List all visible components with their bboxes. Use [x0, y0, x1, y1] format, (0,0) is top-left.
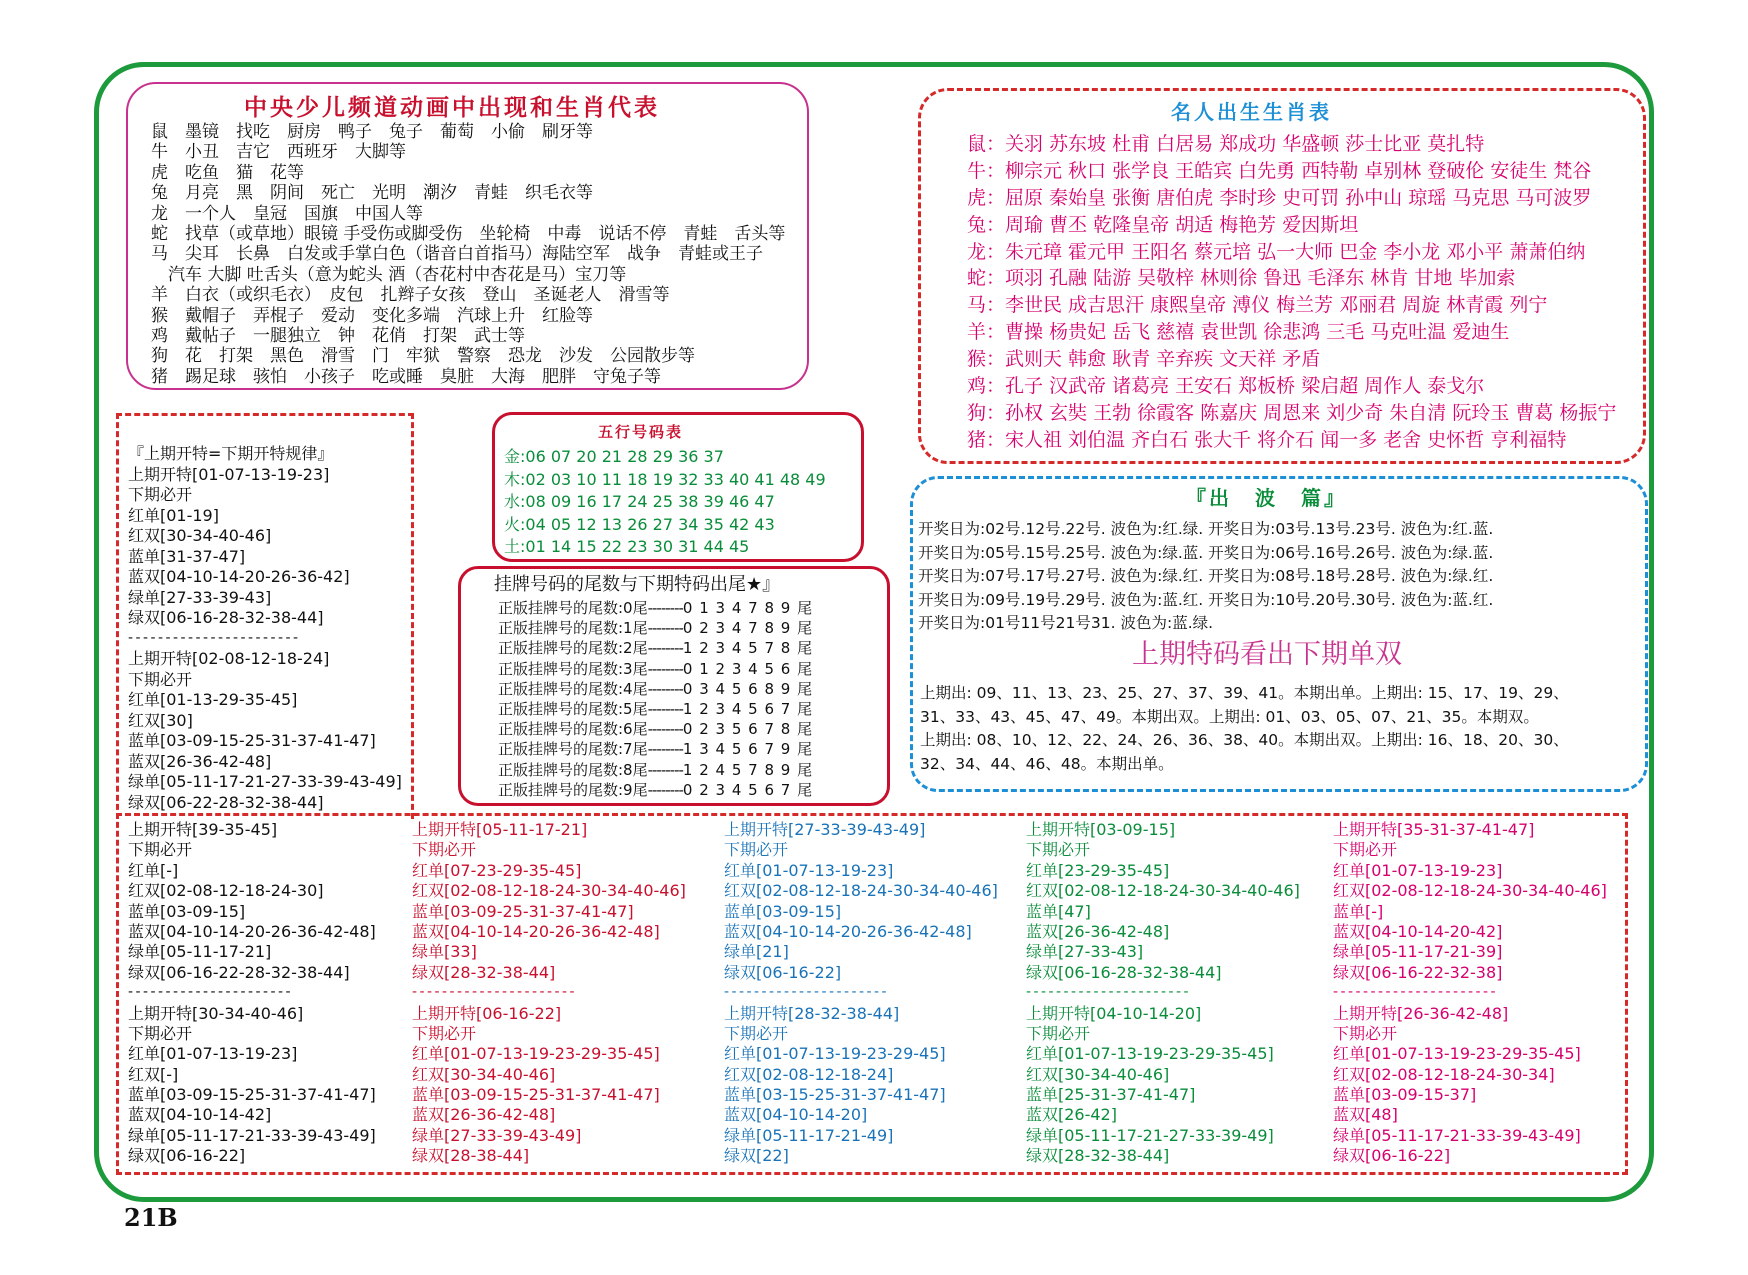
- cctv-row: 羊 白衣（或织毛衣） 皮包 扎辫子女孩 登山 圣诞老人 滑雪等: [151, 285, 670, 306]
- bottom-columns: [128, 822, 1628, 1172]
- bottom-line: 下期必开: [724, 840, 789, 860]
- bottom-line: 红双[02-08-12-18-24-30-34-40-46]: [412, 881, 686, 901]
- wave-subtitle: 上期特码看出下期单双: [1132, 639, 1402, 670]
- bottom-line: 红单[01-07-13-19-23]: [1333, 860, 1503, 880]
- rule-line: 蓝双[26-36-42-48]: [128, 751, 272, 771]
- bottom-line: 绿单[05-11-17-21-33-39-43-49]: [1333, 1125, 1581, 1145]
- tail-dashes: --------: [647, 760, 683, 779]
- cctv-row: 猪 踢足球 骇怕 小孩子 吃或睡 臭脏 大海 肥胖 守兔子等: [151, 366, 661, 387]
- famous-row: 牛：柳宗元 秋口 张学良 王皓宾 白先勇 西特勒 卓别林 登破伦 安徒生 梵谷: [967, 159, 1592, 182]
- rule-line: 红双[30-34-40-46]: [128, 526, 272, 545]
- bottom-line: 红双[02-08-12-18-24-30-34-40-46]: [1333, 881, 1607, 901]
- wuxing-list: [504, 449, 854, 562]
- wuxing-numbers: :02 03 10 11 18 19 32 33 40 41 48 49: [520, 469, 826, 489]
- wave-row: 开奖日为:02号.12号.22号. 波色为:红.绿. 开奖日为:03号.13号.23号. 波色为:红.蓝.: [918, 520, 1494, 538]
- tail-row: [498, 722, 858, 742]
- famous-row: 狗：孙权 玄奘 王勃 徐霞客 陈嘉庆 周恩来 刘少奇 朱自清 阮玲玉 曹葛 杨振宁: [967, 401, 1617, 424]
- rule-line: 下期必开: [128, 669, 193, 689]
- famous-title: 名人出生生肖表: [1171, 100, 1332, 124]
- cctv-title: 中央少儿频道动画中出现和生肖代表: [244, 94, 660, 121]
- cctv-row: 虎 吃鱼 猫 花等: [151, 162, 304, 183]
- bottom-line: 上期开特[05-11-17-21]: [412, 820, 588, 839]
- bottom-line: 下期必开: [412, 1023, 477, 1043]
- bottom-line: 红单[23-29-35-45]: [1026, 860, 1170, 880]
- bottom-line: 红单[01-07-13-19-23]: [724, 860, 894, 880]
- wuxing-element: 金: [504, 447, 521, 466]
- bottom-line: 蓝双[04-10-14-20-26-36-42-48]: [412, 921, 660, 941]
- cctv-row: 鼠 墨镜 找吃 厨房 鸭子 兔子 葡萄 小偷 刷牙等: [151, 122, 593, 142]
- tail-label: 正版挂牌号的尾数:9尾: [498, 780, 648, 799]
- tail-digits: 0 1 3 4 7 8 9 尾: [682, 599, 814, 617]
- bottom-line: 绿单[21]: [724, 942, 789, 962]
- rule-line: 红单[01-19]: [128, 505, 219, 525]
- bottom-line: 上期开特[26-36-42-48]: [1333, 1003, 1509, 1023]
- bottom-line: 绿双[06-16-22-32-38]: [1333, 962, 1503, 982]
- bottom-line: 下期必开: [1333, 1023, 1398, 1043]
- bottom-line: 蓝双[04-10-14-20]: [724, 1105, 868, 1125]
- tail-label: 正版挂牌号的尾数:2尾: [498, 639, 648, 658]
- tail-dashes: --------: [647, 720, 683, 739]
- bottom-line: 上期开特[03-09-15]: [1026, 820, 1176, 839]
- wave-row: 开奖日为:01号11号21号31. 波色为:蓝.绿.: [918, 614, 1214, 632]
- bottom-line: 上期开特[28-32-38-44]: [724, 1003, 900, 1023]
- bottom-divider: - - - - - - - - - - - - - - - - - - - - - -: [1333, 984, 1495, 1001]
- bottom-line: 红单[07-23-29-35-45]: [412, 860, 582, 880]
- tail-label: 正版挂牌号的尾数:4尾: [498, 679, 648, 698]
- tail-row: [498, 699, 858, 722]
- rule-line: 上期开特[02-08-12-18-24]: [128, 649, 330, 668]
- bottom-line: 下期必开: [128, 840, 193, 860]
- bottom-line: 绿单[05-11-17-21-33-39-43-49]: [128, 1125, 376, 1145]
- wuxing-numbers: :06 07 20 21 28 29 36 37: [520, 447, 724, 466]
- bottom-line: 红双[02-08-12-18-24-30-34]: [1333, 1064, 1555, 1084]
- wave-para-line: 31、33、43、45、47、49。本期出双。上期出: 01、03、05、07、21、35。本期双。: [920, 707, 1539, 726]
- wuxing-numbers: :04 05 12 13 26 27 34 35 42 43: [520, 514, 775, 534]
- bottom-line: 红双[02-08-12-18-24-30]: [128, 881, 324, 901]
- bottom-line: 蓝双[26-36-42-48]: [1026, 921, 1170, 941]
- tail-label: 正版挂牌号的尾数:8尾: [498, 760, 648, 779]
- wave-title: 『出 波 篇』: [1186, 486, 1347, 510]
- bottom-line: 下期必开: [724, 1023, 789, 1043]
- bottom-column: [1333, 822, 1633, 1169]
- bottom-divider: - - - - - - - - - - - - - - - - - - - - - -: [412, 984, 574, 1001]
- rule-line: 红双[30]: [128, 710, 193, 730]
- bottom-divider: - - - - - - - - - - - - - - - - - - - - - -: [128, 984, 290, 1001]
- bottom-line: 绿双[22]: [724, 1146, 789, 1166]
- bottom-divider: - - - - - - - - - - - - - - - - - - - - - -: [724, 984, 886, 1001]
- bottom-line: 红单[01-07-13-19-23-29-45]: [724, 1044, 946, 1064]
- bottom-line: 绿双[28-32-38-44]: [1026, 1146, 1170, 1166]
- tail-label: 正版挂牌号的尾数:5尾: [498, 699, 648, 718]
- tail-digits: 1 2 3 4 5 6 7 尾: [682, 699, 814, 718]
- rule-line: 绿单[05-11-17-21-27-33-39-43-49]: [128, 772, 402, 791]
- rule-line: 蓝单[31-37-47]: [128, 546, 246, 566]
- bottom-line: 上期开特[39-35-45]: [128, 820, 278, 839]
- rule-line: 绿双[06-22-28-32-38-44]: [128, 792, 324, 812]
- famous-row: 鼠：关羽 苏东坡 杜甫 白居易 郑成功 华盛顿 莎士比亚 莫扎特: [967, 133, 1485, 155]
- rule-line: 上期开特[01-07-13-19-23]: [128, 464, 330, 484]
- wave-para-line: 32、34、44、46、48。本期出单。: [920, 754, 1174, 773]
- bottom-column: [128, 822, 428, 1169]
- tail-row: [498, 641, 858, 661]
- tail-dashes: --------: [647, 679, 683, 698]
- bottom-line: 绿双[06-16-22]: [1333, 1146, 1451, 1166]
- bottom-line: 下期必开: [1333, 840, 1398, 860]
- bottom-column: [1026, 822, 1326, 1169]
- tail-dashes: --------: [647, 780, 683, 799]
- cctv-row: 龙 一个人 皇冠 国旗 中国人等: [151, 203, 423, 224]
- bottom-line: 蓝双[26-36-42-48]: [412, 1105, 556, 1125]
- famous-list: [967, 135, 1642, 458]
- rule-left: [128, 446, 408, 815]
- wuxing-row: [504, 494, 854, 517]
- bottom-line: 上期开特[04-10-14-20]: [1026, 1003, 1202, 1023]
- wuxing-row: [504, 514, 854, 540]
- wuxing-element: 土: [504, 537, 521, 556]
- famous-row: 猪：宋人祖 刘伯温 齐白石 张大千 将介石 闻一多 老舍 史怀哲 亨利福特: [967, 428, 1567, 451]
- cctv-row: 汽车 大脚 吐舌头（意为蛇头 酒（杏花村中杏花是马）宝刀等: [151, 264, 627, 285]
- bottom-line: 蓝双[26-42]: [1026, 1105, 1117, 1125]
- cctv-row: 狗 花 打架 黑色 滑雪 门 牢狱 警察 恐龙 沙发 公园散步等: [151, 346, 695, 367]
- bottom-line: 下期必开: [1026, 840, 1091, 860]
- famous-row: 兔：周瑜 曹丕 乾隆皇帝 胡适 梅艳芳 爱因斯坦: [967, 213, 1359, 236]
- bottom-line: 蓝双[04-10-14-20-26-36-42-48]: [128, 921, 376, 941]
- rule-line: 红单[01-13-29-35-45]: [128, 690, 298, 709]
- tail-digits: 1 2 4 5 7 8 9 尾: [682, 760, 814, 779]
- bottom-column: [724, 822, 1024, 1169]
- bottom-line: 红单[-]: [128, 860, 179, 880]
- bottom-line: 蓝单[25-31-37-41-47]: [1026, 1085, 1196, 1105]
- tail-dashes: --------: [647, 599, 683, 617]
- bottom-line: 绿单[27-33-39-43-49]: [412, 1125, 582, 1145]
- bottom-line: 绿单[05-11-17-21-27-33-39-49]: [1026, 1125, 1274, 1145]
- cctv-row: 鸡 戴帖子 一腿独立 钟 花俏 打架 武士等: [151, 325, 525, 346]
- tail-digits: 0 3 4 5 6 8 9 尾: [682, 679, 814, 698]
- bottom-line: 绿单[27-33-43]: [1026, 942, 1144, 962]
- famous-row: 虎：屈原 秦始皇 张衡 唐伯虎 李时珍 史可罚 孙中山 琼瑶 马克思 马可波罗: [967, 186, 1592, 209]
- wave-list: [918, 522, 1638, 640]
- bottom-line: 红双[30-34-40-46]: [412, 1064, 556, 1084]
- bottom-line: 蓝单[47]: [1026, 901, 1091, 921]
- tail-digits: 0 2 3 5 6 7 8 尾: [682, 720, 814, 739]
- tail-row: [498, 760, 858, 783]
- wuxing-row: [504, 469, 854, 495]
- wave-row: 开奖日为:07号.17号.27号. 波色为:绿.红. 开奖日为:08号.18号.28号. 波色为:绿.红.: [918, 567, 1494, 585]
- wave-para-line: 上期出: 09、11、13、23、25、27、37、39、41。本期出单。上期出: 15、17、19、29、: [920, 684, 1569, 702]
- tail-digits: 1 2 3 4 5 7 8 尾: [682, 639, 814, 658]
- bottom-line: 红单[01-07-13-19-23-29-35-45]: [1333, 1044, 1581, 1064]
- bottom-line: 绿单[33]: [412, 942, 477, 962]
- rule-line: 绿双[06-16-28-32-38-44]: [128, 608, 324, 627]
- bottom-line: 蓝双[04-10-14-42]: [128, 1105, 272, 1125]
- rule-line: 蓝单[03-09-15-25-31-37-41-47]: [128, 731, 376, 750]
- tail-row: [498, 621, 858, 641]
- wuxing-row: [504, 539, 854, 562]
- bottom-line: 绿单[05-11-17-21-49]: [724, 1125, 894, 1145]
- tail-dashes: --------: [647, 740, 683, 759]
- tail-label: 正版挂牌号的尾数:6尾: [498, 720, 648, 739]
- cctv-row: 猴 戴帽子 弄棍子 爱动 变化多端 汽球上升 红脸等: [151, 305, 593, 326]
- bottom-line: 蓝单[03-09-15-25-31-37-41-47]: [412, 1085, 660, 1105]
- bottom-line: 绿单[05-11-17-21-39]: [1333, 942, 1503, 962]
- cctv-row: 兔 月亮 黑 阴间 死亡 光明 潮汐 青蛙 织毛衣等: [151, 183, 593, 204]
- tail-dashes: --------: [647, 619, 683, 638]
- wave-row: 开奖日为:09号.19号.29号. 波色为:蓝.红. 开奖日为:10号.20号.30号. 波色为:蓝.红.: [918, 590, 1494, 609]
- bottom-line: 绿双[06-16-28-32-38-44]: [1026, 962, 1222, 982]
- cctv-list: [151, 124, 801, 389]
- bottom-line: 红单[01-07-13-19-23-29-35-45]: [412, 1044, 660, 1064]
- tail-row: [498, 780, 858, 803]
- tail-dashes: --------: [647, 659, 683, 678]
- bottom-line: 蓝双[48]: [1333, 1105, 1398, 1125]
- bottom-line: 红双[02-08-12-18-24-30-34-40-46]: [1026, 881, 1300, 901]
- bottom-line: 上期开特[30-34-40-46]: [128, 1003, 304, 1023]
- rule-divider: - - - - - - - - - - - - - - - - - - - - - - -: [128, 629, 298, 646]
- bottom-line: 红双[02-08-12-18-24]: [724, 1064, 894, 1084]
- bottom-line: 蓝单[03-09-15-37]: [1333, 1085, 1477, 1105]
- tail-row: [498, 742, 858, 762]
- bottom-line: 上期开特[35-31-37-41-47]: [1333, 820, 1535, 839]
- bottom-line: 红双[02-08-12-18-24-30-34-40-46]: [724, 881, 998, 901]
- famous-row: 羊：曹操 杨贵妃 岳飞 慈禧 袁世凯 徐悲鸿 三毛 马克吐温 爱迪生: [967, 321, 1510, 344]
- famous-row: 鸡：孔子 汉武帝 诸葛亮 王安石 郑板桥 梁启超 周作人 泰戈尔: [967, 375, 1485, 398]
- bottom-line: 绿双[06-16-22]: [724, 962, 842, 982]
- bottom-divider: - - - - - - - - - - - - - - - - - - - - - -: [1026, 984, 1188, 1001]
- tail-row: [498, 659, 858, 682]
- bottom-line: 绿单[05-11-17-21]: [128, 942, 272, 962]
- bottom-line: 红单[01-07-13-19-23-29-35-45]: [1026, 1044, 1274, 1064]
- tail-digits: 0 1 2 3 4 5 6 尾: [682, 659, 814, 678]
- bottom-column: [412, 822, 712, 1169]
- bottom-line: 蓝单[03-09-15-25-31-37-41-47]: [128, 1085, 376, 1105]
- bottom-line: 红双[30-34-40-46]: [1026, 1064, 1170, 1084]
- tail-label: 正版挂牌号的尾数:3尾: [498, 659, 648, 678]
- page-label: 21B: [124, 1203, 178, 1232]
- bottom-line: 蓝单[03-15-25-31-37-41-47]: [724, 1085, 946, 1105]
- wave-para-line: 上期出: 08、10、12、22、24、26、36、38、40。本期出双。上期出: 16、18、20、30、: [920, 731, 1569, 749]
- famous-row: 龙：朱元璋 霍元甲 王阳名 蔡元培 弘一大师 巴金 李小龙 邓小平 萧萧伯纳: [967, 240, 1586, 263]
- tail-dashes: --------: [647, 699, 683, 718]
- bottom-line: 下期必开: [412, 840, 477, 860]
- tail-row: [498, 601, 858, 621]
- bottom-line: 蓝单[03-09-15]: [128, 901, 246, 921]
- tail-dashes: --------: [647, 639, 683, 658]
- cctv-row: 蛇 找草（或草地）眼镜 手受伤或脚受伤 坐轮椅 中毒 说话不停 青蛙 舌头等: [151, 223, 786, 244]
- tail-digits: 1 3 4 5 6 7 9 尾: [682, 740, 814, 759]
- wuxing-numbers: :01 14 15 22 23 30 31 44 45: [520, 537, 750, 556]
- bottom-line: 绿双[28-32-38-44]: [412, 962, 556, 982]
- bottom-line: 蓝单[-]: [1333, 901, 1384, 921]
- bottom-line: 上期开特[06-16-22]: [412, 1003, 562, 1023]
- tail-label: 正版挂牌号的尾数:0尾: [498, 599, 648, 617]
- wave-para: [920, 686, 1640, 780]
- famous-row: 蛇：项羽 孔融 陆游 吴敬梓 林则徐 鲁迅 毛泽东 林肯 甘地 毕加索: [967, 267, 1516, 290]
- tail-row: [498, 679, 858, 702]
- wuxing-title: 五行号码表: [598, 423, 684, 441]
- wuxing-element: 木: [504, 469, 521, 489]
- tail-label: 正版挂牌号的尾数:7尾: [498, 740, 648, 759]
- bottom-line: 红双[-]: [128, 1064, 179, 1084]
- bottom-line: 红单[01-07-13-19-23]: [128, 1044, 298, 1064]
- bottom-line: 绿双[06-16-22-28-32-38-44]: [128, 962, 350, 982]
- tail-digits: 0 2 3 4 7 8 9 尾: [682, 619, 814, 638]
- wuxing-numbers: :08 09 16 17 24 25 38 39 46 47: [520, 492, 775, 511]
- bottom-line: 蓝单[03-09-15]: [724, 901, 842, 921]
- wuxing-element: 水: [504, 492, 521, 511]
- tail-list: [498, 601, 858, 803]
- famous-row: 马：李世民 成吉思汗 康熙皇帝 溥仪 梅兰芳 邓丽君 周旋 林青霞 列宁: [967, 294, 1548, 317]
- cctv-row: 马 尖耳 长鼻 白发或手掌白色（谐音白首指马）海陆空军 战争 青蛙或王子: [151, 244, 763, 265]
- famous-row: 猴：武则天 韩愈 耿青 辛弃疾 文天祥 矛盾: [967, 348, 1321, 371]
- tail-title: 挂牌号码的尾数与下期特码出尾★』: [494, 574, 781, 595]
- bottom-line: 绿双[06-16-22]: [128, 1146, 246, 1166]
- wave-row: 开奖日为:05号.15号.25号. 波色为:绿.蓝. 开奖日为:06号.16号.26号. 波色为:绿.蓝.: [918, 543, 1494, 562]
- bottom-line: 上期开特[27-33-39-43-49]: [724, 820, 926, 839]
- wuxing-row: [504, 449, 854, 472]
- rule-line: 下期必开: [128, 485, 193, 504]
- bottom-line: 蓝双[04-10-14-20-42]: [1333, 921, 1503, 941]
- rule-line: 绿单[27-33-39-43]: [128, 587, 272, 607]
- rule-left-title: 『上期开特=下期开特规律』: [128, 444, 334, 463]
- bottom-line: 下期必开: [128, 1023, 193, 1043]
- bottom-line: 蓝双[04-10-14-20-26-36-42-48]: [724, 921, 972, 941]
- bottom-line: 绿双[28-38-44]: [412, 1146, 530, 1166]
- cctv-row: 牛 小丑 吉它 西班牙 大脚等: [151, 142, 406, 163]
- tail-label: 正版挂牌号的尾数:1尾: [498, 619, 648, 638]
- bottom-line: 蓝单[03-09-25-31-37-41-47]: [412, 901, 634, 921]
- rule-line: 蓝双[04-10-14-20-26-36-42]: [128, 567, 350, 586]
- tail-digits: 0 2 3 4 5 6 7 尾: [682, 780, 814, 799]
- wuxing-element: 火: [504, 514, 521, 534]
- bottom-line: 下期必开: [1026, 1023, 1091, 1043]
